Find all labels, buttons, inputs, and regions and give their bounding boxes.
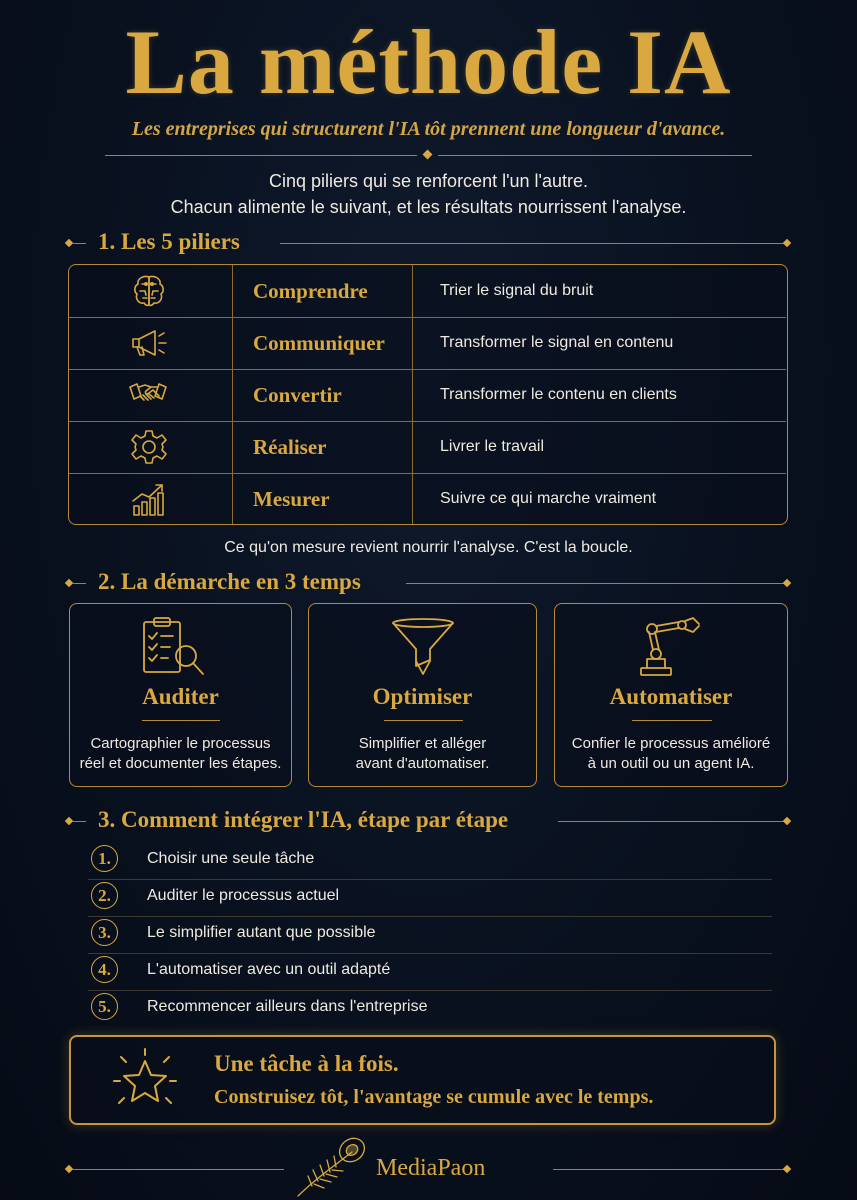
pillars-loop-note: Ce qu'on mesure revient nourrir l'analyse. C'est la boucle. (224, 539, 633, 556)
process-card-text-line: Confier le processus amélioré (571, 735, 771, 752)
title-divider-right (438, 155, 752, 156)
funnel-icon (389, 616, 457, 678)
step-text: L'automatiser avec un outil adapté (147, 961, 391, 978)
star-icon (111, 1047, 179, 1113)
footer-rule-right (553, 1169, 785, 1170)
integration-step (88, 879, 772, 917)
intro-line-2: Chacun alimente le suivant, et les résultats nourrissent l'analyse. (170, 197, 687, 217)
pillar-row (69, 369, 786, 422)
callout-headline: Une tâche à la fois. (214, 1051, 399, 1076)
process-card-title: Auditer (142, 684, 219, 709)
brain-icon (129, 271, 169, 311)
pillar-name: Communiquer (253, 331, 385, 355)
handshake-icon (122, 375, 174, 415)
step-number: 1. (91, 845, 118, 872)
step-number: 5. (91, 993, 118, 1020)
page-subtitle: Les entreprises qui structurent l'IA tôt prennent une longueur d'avance. (131, 118, 726, 140)
growth-chart-icon (129, 479, 169, 519)
process-card-text-line: Simplifier et alléger (358, 735, 487, 752)
pillar-name: Réaliser (253, 435, 327, 459)
step-text: Le simplifier autant que possible (147, 924, 376, 941)
pillar-desc: Livrer le travail (440, 438, 545, 455)
process-card-title: Optimiser (372, 684, 473, 709)
process-card-title: Automatiser (609, 684, 733, 709)
process-card-text (315, 734, 530, 774)
section-1-rule-left (72, 243, 86, 244)
process-card-rule (632, 720, 712, 721)
intro-line-1: Cinq piliers qui se renforcent l'un l'autre. (268, 171, 589, 191)
footer-rule-left (72, 1169, 284, 1170)
section-1-rule-right (280, 243, 785, 244)
pillar-desc: Transformer le signal en contenu (440, 334, 674, 351)
pillar-name: Convertir (253, 383, 342, 407)
process-card-audit (69, 603, 292, 787)
integration-step (88, 916, 772, 954)
process-card-rule (142, 720, 220, 721)
step-text: Choisir une seule tâche (147, 850, 315, 867)
step-text: Recommencer ailleurs dans l'entreprise (147, 998, 428, 1015)
pillar-row (69, 421, 786, 474)
peacock-feather-icon (294, 1132, 372, 1198)
title-divider-diamond (423, 150, 433, 160)
clipboard-search-icon (140, 616, 208, 678)
section-2-title: 2. La démarche en 3 temps (98, 569, 361, 594)
title-divider-left (105, 155, 417, 156)
step-number: 2. (91, 882, 118, 909)
pillars-table (68, 264, 788, 525)
process-card-text-line: à un outil ou un agent IA. (587, 755, 755, 772)
pillar-row (69, 317, 786, 370)
pillar-name: Comprendre (253, 279, 368, 303)
section-1-title: 1. Les 5 piliers (98, 229, 240, 254)
section-3-rule-left (72, 821, 86, 822)
process-card-text (561, 734, 781, 774)
pillar-row (69, 265, 786, 318)
megaphone-icon (129, 323, 169, 363)
process-card-rule (384, 720, 463, 721)
brand-name: MediaPaon (376, 1155, 486, 1181)
footer-diamond-right (783, 1165, 791, 1173)
section-2-rule-left (72, 583, 86, 584)
section-2-diamond-right (783, 579, 791, 587)
gear-icon (129, 427, 169, 467)
callout-box (69, 1035, 776, 1125)
step-text: Auditer le processus actuel (147, 887, 340, 904)
page-title: La méthode IA (125, 11, 732, 113)
process-card-optimize (308, 603, 537, 787)
pillar-row (69, 473, 786, 525)
integration-step (88, 842, 772, 880)
process-card-text-line: Cartographier le processus (90, 735, 271, 752)
process-card-text (76, 734, 285, 774)
step-number: 4. (91, 956, 118, 983)
robot-arm-icon (637, 616, 705, 678)
pillar-name: Mesurer (253, 487, 330, 511)
section-3-diamond-right (783, 817, 791, 825)
section-2-rule-right (406, 583, 785, 584)
section-3-rule-right (558, 821, 785, 822)
section-1-diamond-right (783, 239, 791, 247)
pillar-desc: Trier le signal du bruit (440, 282, 594, 299)
process-card-automate (554, 603, 788, 787)
callout-subline: Construisez tôt, l'avantage se cumule avec le temps. (214, 1086, 654, 1108)
process-card-text-line: réel et documenter les étapes. (79, 755, 282, 772)
section-3-title: 3. Comment intégrer l'IA, étape par étape (98, 807, 509, 832)
step-number: 3. (91, 919, 118, 946)
pillar-desc: Transformer le contenu en clients (440, 386, 677, 403)
pillar-desc: Suivre ce qui marche vraiment (440, 490, 657, 507)
integration-step (88, 990, 772, 1027)
process-card-text-line: avant d'automatiser. (355, 755, 490, 772)
integration-step (88, 953, 772, 991)
